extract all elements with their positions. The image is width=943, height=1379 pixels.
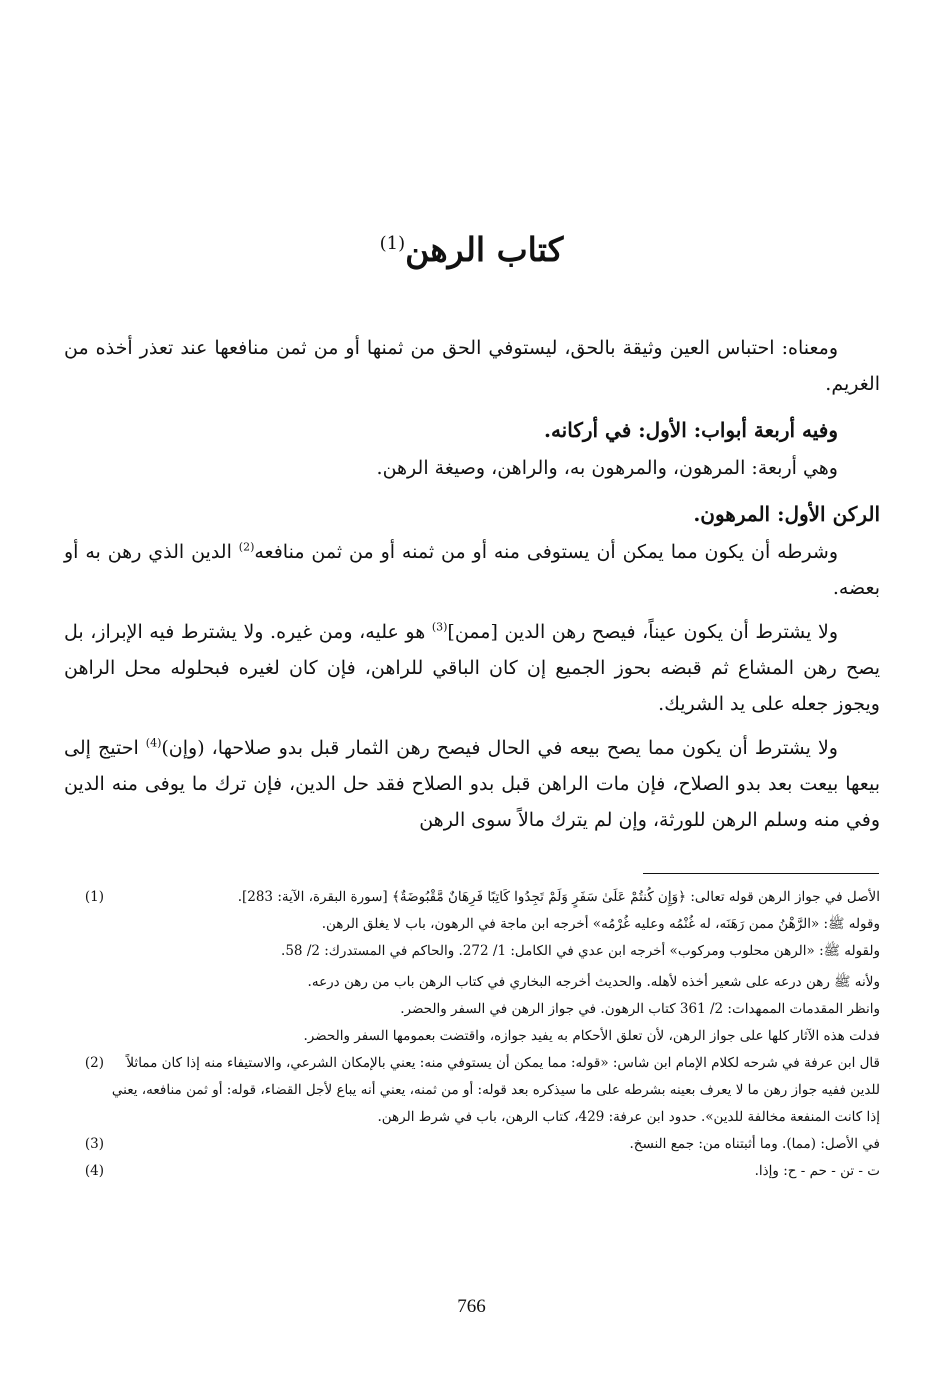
footnote-number: (4) <box>84 1163 104 1179</box>
pillar1-heading: الركن الأول: المرهون. <box>693 502 880 526</box>
footnote-ref-3: (3) <box>431 620 448 634</box>
footnote-line: في الأصل: (مما). وما أثبتناه من: جمع النسخ. <box>629 1136 880 1152</box>
condition-text-a: وشرطه أن يكون مما يمكن أن يستوفى منه أو من ثمنه أو من ثمن منافعه <box>254 541 839 563</box>
footnote-ref-2: (2) <box>238 540 255 554</box>
footnote-number: (1) <box>84 889 104 905</box>
fruits-pledge-text-b: احتيج إلى بيعها بيعت بعد بدو الصلاح، فإن مات الراهن قبل بدو الصلاح فقد حل الدين، فإن ترك ما يوفى منه الدين وفي منه وسلم الرهن للورثة، وإن لم يترك مالاً سوى الرهن <box>64 737 880 831</box>
footnote-line: وانظر المقدمات الممهدات: 2/ 361 كتاب الرهون. في جواز الرهن في السفر والحضر. <box>400 1001 880 1017</box>
sections-heading: وفيه أربعة أبواب: الأول: في أركانه. <box>543 418 838 442</box>
footnote-3 <box>64 1131 880 1158</box>
debt-pledge-paragraph <box>64 614 880 722</box>
condition-text-b: الدين الذي رهن به أو بعضه. <box>64 541 880 599</box>
footnotes <box>64 884 880 1185</box>
condition-paragraph <box>64 534 880 606</box>
footnote-number: (2) <box>84 1055 104 1071</box>
chapter-title-note-ref: (1) <box>379 233 406 254</box>
intro-paragraph: ومعناه: احتباس العين وثيقة بالحق، ليستوفي الحق من ثمنها أو من ثمن منافعها عند تعذر أخذه من الغريم. <box>64 337 880 395</box>
main-text <box>64 330 880 838</box>
debt-pledge-text-a: ولا يشترط أن يكون عيناً، فيصح رهن الدين [ممن] <box>447 621 838 643</box>
footnote-line: ولأنه ﷺ رهن درعه على شعير أخذه لأهله. والحديث أخرجه البخاري في كتاب الرهن باب من رهن درعه. <box>307 974 880 990</box>
footnote-line: فدلت هذه الآثار كلها على جواز الرهن، لأن تعلق الأحكام به يفيد جوازه، واقتضت بعمومها السفر والحضر. <box>303 1028 880 1044</box>
footnote-number: (3) <box>84 1136 104 1152</box>
footnote-line: الأصل في جواز الرهن قوله تعالى: ﴿وَإِن كُنتُمْ عَلَىٰ سَفَرٍ وَلَمْ تَجِدُوا كَاتِبًا فَرِهَانٌ مَّقْبُوضَةٌ﴾ [سورة البقرة، الآية: 283]. <box>237 889 880 905</box>
footnote-2 <box>64 1050 880 1131</box>
footnote-line: وقوله ﷺ: «الرَّهْنُ ممن رَهَنَه، له غُنْمُه وعليه غُرْمُه» أخرجه ابن ماجة في الرهون، باب لا يغلق الرهن. <box>321 916 880 932</box>
chapter-title-text: كتاب الرهن <box>405 230 564 269</box>
footnote-line: قال ابن عرفة في شرحه لكلام الإمام ابن شاس: «قوله: مما يمكن أن يستوفي منه: يعني بالإمكان الشرعي، والاستيفاء منه إذا كان مماثلاً للدين ففيه جواز رهن ما لا يعرف بعينه بشرطه على ما سيذكره بعد قوله: أو من ثمنه، يعني أنه يباع لأجل القضاء، قوله: أو ثمن منافعه، يعني إذا كانت المنفعة مخالفة للدين». حدود ابن عرفة: 429، كتاب الرهن، باب في شرط الرهن. <box>111 1055 880 1125</box>
footnote-4 <box>64 1158 880 1185</box>
footnote-line: ولقوله ﷺ: «الرهن محلوب ومركوب» أخرجه ابن عدي في الكامل: 1/ 272. والحاكم في المستدرك: 2/ 58. <box>281 943 880 959</box>
debt-pledge-text-b: هو عليه، ومن غيره. ولا يشترط فيه الإبراز، بل يصح رهن المشاع ثم قبضه بحوز الجميع إن كان الباقي للراهن، فإن كان لغيره فبحلوله محل الراهن ويجوز جعله على يد الشريك. <box>64 621 880 715</box>
footnote-ref-4: (4) <box>145 736 162 750</box>
fruits-pledge-paragraph <box>64 730 880 838</box>
fruits-pledge-text-a: ولا يشترط أن يكون مما يصح بيعه في الحال فيصح رهن الثمار قبل بدو صلاحها، (وإن) <box>161 737 838 759</box>
footnote-divider <box>643 873 879 874</box>
chapter-title <box>0 216 943 278</box>
pillars-paragraph: وهي أربعة: المرهون، والمرهون به، والراهن، وصيغة الرهن. <box>376 457 838 479</box>
footnote-line: ت - تن - حم - ح: وإذا. <box>754 1163 880 1179</box>
page-number: 766 <box>457 1296 486 1317</box>
footnote-1 <box>64 884 880 1050</box>
